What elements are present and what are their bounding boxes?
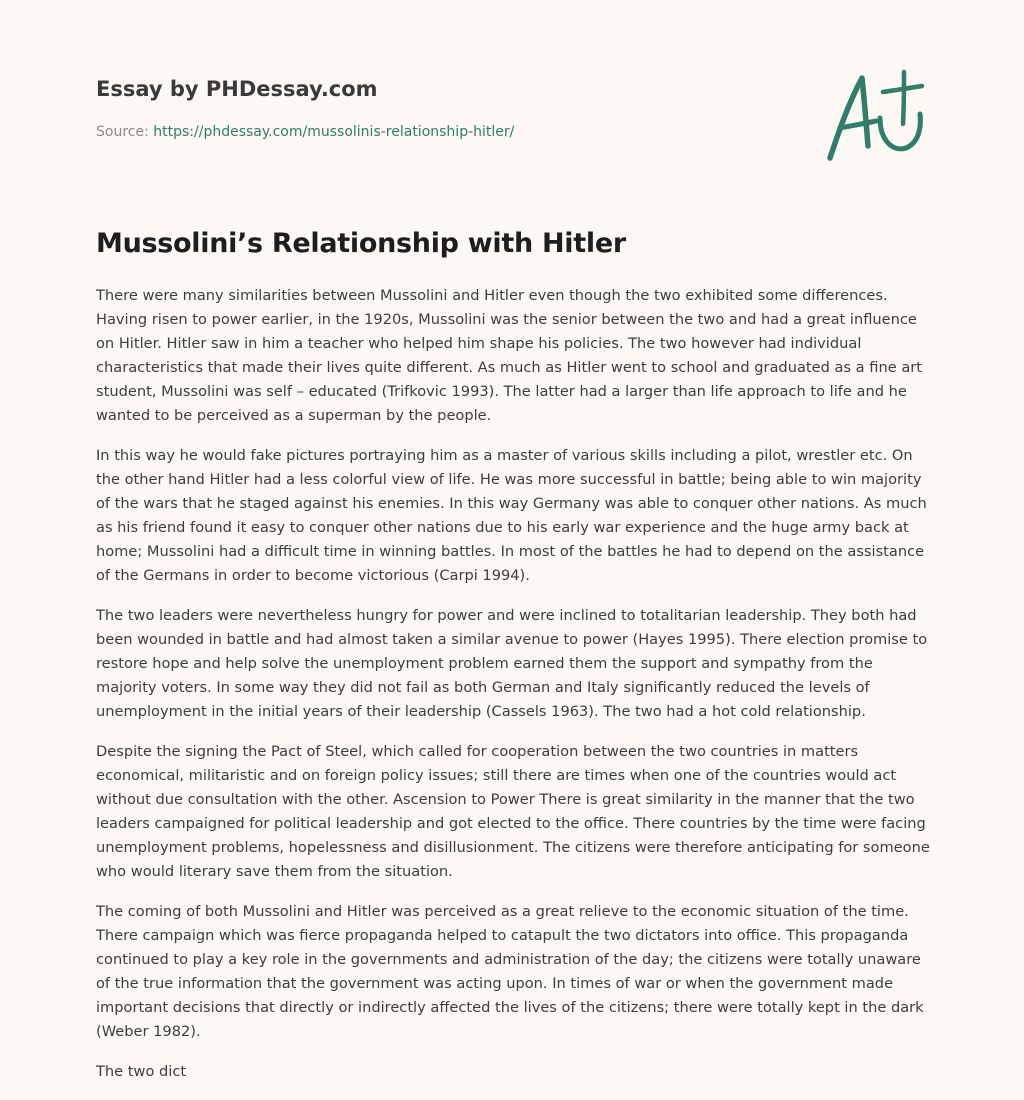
article-paragraph: Despite the signing the Pact of Steel, which called for cooperation between the two countries in matters economical, militaristic and on foreign policy issues; still there are times when one of the countries would act without due consultation with the other. Ascension to Power There is great similarity in the manner that the two leaders campaigned for political leadership and got elected to the office. There countries by the time were facing unemployment problems, hopelessness and disillusionment. The citizens were therefore anticipating for someone who would literary save them from the situation. — [96, 743, 930, 880]
source-line — [96, 122, 796, 142]
a-plus-grade-icon — [820, 66, 928, 166]
source-label: Source: — [96, 124, 154, 140]
article-paragraph: The coming of both Mussolini and Hitler was perceived as a great relieve to the economic situation of the time. There campaign which was fierce propaganda helped to catapult the two dictators into office. This propaganda continued to play a key role in the governments and administration of the day; the citizens were totally unaware of the true information that the government was acting upon. In times of war or when the government made important decisions that directly or indirectly affected the lives of the citizens; there were totally kept in the dark (Weber 1982). — [96, 903, 924, 1040]
article-paragraph: The two dict — [96, 1063, 187, 1080]
article-paragraph: The two leaders were nevertheless hungry for power and were inclined to totalitarian leadership. They both had been wounded in battle and had almost taken a similar avenue to power (Hayes 1995). There election promise to restore hope and help solve the unemployment problem earned them the support and sympathy from the majority voters. In some way they did not fail as both German and Italy significantly reduced the levels of unemployment in the initial years of their leadership (Cassels 1963). The two had a hot cold relationship. — [96, 607, 928, 720]
article-paragraph: In this way he would fake pictures portraying him as a master of various skills including a pilot, wrestler etc. On the other hand Hitler had a less colorful view of life. He was more successful in battle; being able to win majority of the wars that he staged against his enemies. In this way Germany was able to conquer other nations. As much as his friend found it easy to conquer other nations due to his early war experience and the huge army back at home; Mussolini had a difficult time in winning battles. In most of the battles he had to depend on the assistance of the Germans in order to become victorious (Carpi 1994). — [96, 447, 927, 584]
page-header — [96, 74, 796, 142]
article-title: Mussolini’s Relationship with Hitler — [96, 228, 626, 259]
article-body — [96, 284, 932, 1100]
brand-title: Essay by PHDessay.com — [96, 77, 378, 101]
source-link[interactable]: https://phdessay.com/mussolinis-relationship-hitler/ — [153, 124, 515, 140]
article-paragraph: There were many similarities between Mussolini and Hitler even though the two exhibited some differences. Having risen to power earlier, in the 1920s, Mussolini was the senior between the two and had a great influence on Hitler. Hitler saw in him a teacher who helped him shape his policies. The two however had individual characteristics that made their lives quite different. As much as Hitler went to school and graduated as a fine art student, Mussolini was self – educated (Trifkovic 1993). The latter had a larger than life approach to life and he wanted to be perceived as a superman by the people. — [96, 287, 922, 424]
